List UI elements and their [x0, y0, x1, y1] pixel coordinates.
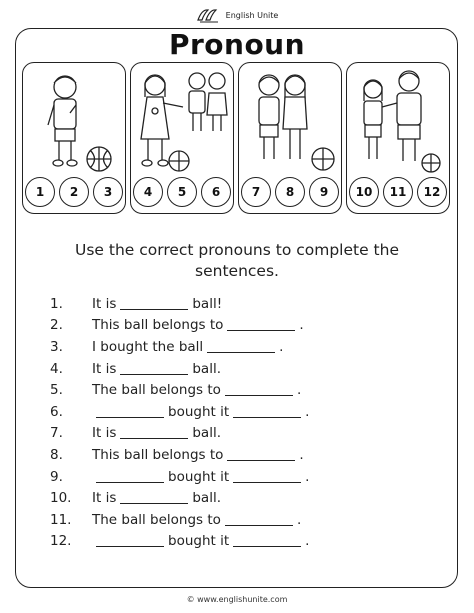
sentence-1	[50, 293, 430, 315]
sentence-number: 2.	[50, 317, 63, 334]
instruction-text: Use the correct pronouns to complete the sentences.	[74, 241, 399, 280]
sentence-number: 4.	[50, 360, 63, 377]
answer-blank[interactable]	[207, 351, 275, 353]
sentence-number: 12.	[50, 533, 72, 550]
sentence-number: 1.	[50, 295, 63, 312]
picture-panel-1	[22, 62, 126, 214]
sentence-list	[50, 293, 430, 552]
page-title: Pronoun	[168, 28, 306, 61]
number-circle: 10	[349, 177, 379, 207]
sentence-period: .	[305, 533, 310, 550]
number-circle: 2	[59, 177, 89, 207]
answer-blank[interactable]	[227, 329, 295, 331]
sentence-text-before: This ball belongs to	[92, 317, 224, 334]
sentence-number: 5.	[50, 382, 63, 399]
sentence-text-before: This ball belongs to	[92, 446, 224, 463]
sentence-number: 9.	[50, 468, 63, 485]
sentence-4	[50, 358, 430, 380]
number-circle: 1	[25, 177, 55, 207]
sentence-6	[50, 401, 430, 423]
girl-pointing-illustration	[131, 63, 234, 175]
sentence-12	[50, 531, 430, 553]
sentence-number: 10.	[50, 490, 72, 507]
answer-blank[interactable]	[96, 416, 164, 418]
sentence-number: 3.	[50, 338, 63, 355]
number-circles-3	[241, 175, 339, 209]
sentence-text-after: bought it	[168, 403, 230, 420]
number-circle: 11	[383, 177, 413, 207]
sentence-text-before: It is	[92, 425, 117, 442]
sentence-text-after: .	[279, 338, 284, 355]
number-circles-4	[349, 175, 447, 209]
answer-blank[interactable]	[227, 459, 295, 461]
number-circles-2	[133, 175, 231, 209]
sentence-text-after: .	[299, 446, 304, 463]
sentence-text-before: The ball belongs to	[92, 511, 221, 528]
sentence-8	[50, 444, 430, 466]
picture-panel-3	[238, 62, 342, 214]
number-circle: 5	[167, 177, 197, 207]
sentence-text-before: It is	[92, 490, 117, 507]
answer-blank[interactable]	[225, 394, 293, 396]
answer-blank[interactable]	[233, 545, 301, 547]
picture-panel-2	[130, 62, 234, 214]
sentence-text-after: ball.	[192, 490, 221, 507]
sentence-period: .	[305, 403, 310, 420]
number-circle: 3	[93, 177, 123, 207]
brand-header	[0, 4, 474, 26]
sentence-text-after: .	[296, 382, 302, 399]
sentence-text-before: It is	[92, 360, 117, 377]
number-circle: 7	[241, 177, 271, 207]
answer-blank[interactable]	[233, 416, 301, 418]
answer-blank[interactable]	[120, 502, 188, 504]
number-circle: 6	[201, 177, 231, 207]
number-circle: 8	[275, 177, 305, 207]
number-circles-1	[25, 175, 123, 209]
answer-blank[interactable]	[96, 545, 164, 547]
answer-blank[interactable]	[96, 481, 164, 483]
answer-blank[interactable]	[120, 437, 188, 439]
brand-name: English Unite	[225, 10, 279, 20]
sentence-2	[50, 315, 430, 337]
sentence-period: .	[305, 468, 310, 485]
sentence-text-after: ball.	[192, 425, 221, 442]
number-circle: 4	[133, 177, 163, 207]
english-unite-logo-icon	[196, 6, 222, 24]
sentence-11	[50, 509, 430, 531]
answer-blank[interactable]	[233, 481, 301, 483]
sentence-5	[50, 379, 430, 401]
number-circle: 9	[309, 177, 339, 207]
answer-blank[interactable]	[120, 308, 188, 310]
sentence-text-before: It is	[92, 295, 117, 312]
sentence-9	[50, 466, 430, 488]
picture-panels	[22, 62, 452, 218]
sentence-number: 7.	[50, 425, 63, 442]
sentence-text-after: .	[296, 511, 302, 528]
sentence-number: 11.	[50, 511, 72, 528]
answer-blank[interactable]	[120, 373, 188, 375]
boy-and-girl-illustration	[239, 63, 342, 175]
sentence-text-before: I bought the ball	[92, 338, 204, 355]
girl-and-boy-illustration	[347, 63, 450, 175]
number-circle: 12	[417, 177, 447, 207]
sentence-7	[50, 423, 430, 445]
answer-blank[interactable]	[225, 524, 293, 526]
boy-with-ball-illustration	[23, 63, 126, 175]
sentence-text-before: The ball belongs to	[92, 382, 221, 399]
sentence-10	[50, 487, 430, 509]
sentence-text-after: bought it	[168, 468, 230, 485]
sentence-3	[50, 336, 430, 358]
sentence-text-after: ball.	[192, 360, 221, 377]
sentence-text-after: bought it	[168, 533, 230, 550]
sentence-text-after: ball!	[192, 295, 223, 312]
sentence-number: 8.	[50, 446, 63, 463]
sentence-text-after: .	[299, 317, 304, 334]
footer-copyright: © www.englishunite.com	[186, 595, 288, 604]
picture-panel-4	[346, 62, 450, 214]
sentence-number: 6.	[50, 403, 63, 420]
